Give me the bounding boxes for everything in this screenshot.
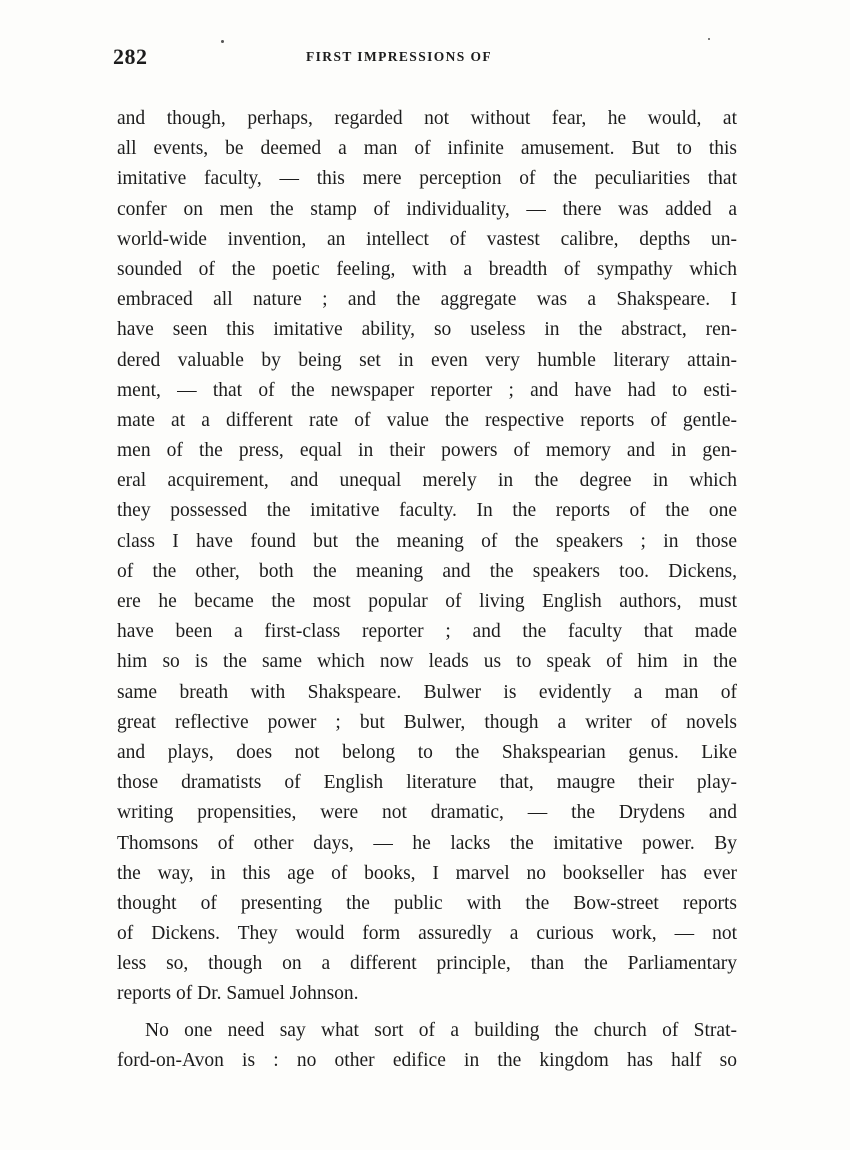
text-line: those dramatists of English literature that, maugre their play-	[117, 772, 737, 794]
text-line: ment, — that of the newspaper reporter ; and have had to esti-	[117, 379, 737, 401]
text-line: men of the press, equal in their powers of memory and in gen-	[117, 440, 737, 462]
text-line: No one need say what sort of a building the church of Strat-	[145, 1019, 737, 1041]
page-number: 282	[113, 44, 148, 69]
text-line: embraced all nature ; and the aggregate was a Shakspeare. I	[117, 289, 737, 311]
text-line: him so is the same which now leads us to speak of him in the	[117, 651, 737, 673]
text-line: dered valuable by being set in even very humble literary attain-	[117, 349, 737, 371]
text-line: of the other, both the meaning and the speakers too. Dickens,	[117, 560, 737, 582]
text-line: the way, in this age of books, I marvel no bookseller has ever	[117, 862, 737, 884]
text-line: reports of Dr. Samuel Johnson.	[117, 983, 359, 1005]
text-line: they possessed the imitative faculty. In the reports of the one	[117, 500, 737, 522]
text-line: same breath with Shakspeare. Bulwer is evidently a man of	[117, 681, 737, 703]
ink-speck	[221, 40, 224, 43]
paragraph	[117, 1016, 737, 1076]
text-line: sounded of the poetic feeling, with a breadth of sympathy which	[117, 258, 737, 280]
text-line: Thomsons of other days, — he lacks the imitative power. By	[117, 832, 737, 854]
text-line: mate at a different rate of value the respective reports of gentle-	[117, 409, 737, 431]
text-line: and though, perhaps, regarded not without fear, he would, at	[117, 108, 737, 129]
text-line: class I have found but the meaning of the speakers ; in those	[117, 530, 737, 552]
text-line: eral acquirement, and unequal merely in the degree in which	[117, 470, 737, 492]
running-head: FIRST IMPRESSIONS OF	[306, 49, 493, 64]
text-line: confer on men the stamp of individuality, — there was added a	[117, 198, 737, 220]
text-line: world-wide invention, an intellect of vastest calibre, depths un-	[117, 228, 737, 250]
text-line: thought of presenting the public with the Bow-street reports	[117, 892, 737, 914]
text-line: of Dickens. They would form assuredly a curious work, — not	[117, 923, 737, 945]
text-line: have seen this imitative ability, so useless in the abstract, ren-	[117, 319, 737, 341]
ink-speck	[708, 38, 710, 40]
body-text	[117, 104, 737, 1076]
text-line: great reflective power ; but Bulwer, though a writer of novels	[117, 711, 737, 733]
text-line: have been a first-class reporter ; and the faculty that made	[117, 621, 737, 643]
paragraph	[117, 104, 737, 1010]
text-line: writing propensities, were not dramatic, — the Drydens and	[117, 802, 737, 824]
text-line: and plays, does not belong to the Shakspearian genus. Like	[117, 741, 737, 763]
text-line: less so, though on a different principle, than the Parliamentary	[117, 953, 737, 975]
text-line: ere he became the most popular of living English authors, must	[117, 591, 737, 612]
text-line: ford-on-Avon is : no other edifice in the kingdom has half so	[117, 1049, 737, 1071]
text-line: imitative faculty, — this mere perception of the peculiarities that	[117, 168, 737, 190]
text-line: all events, be deemed a man of infinite amusement. But to this	[117, 138, 737, 160]
